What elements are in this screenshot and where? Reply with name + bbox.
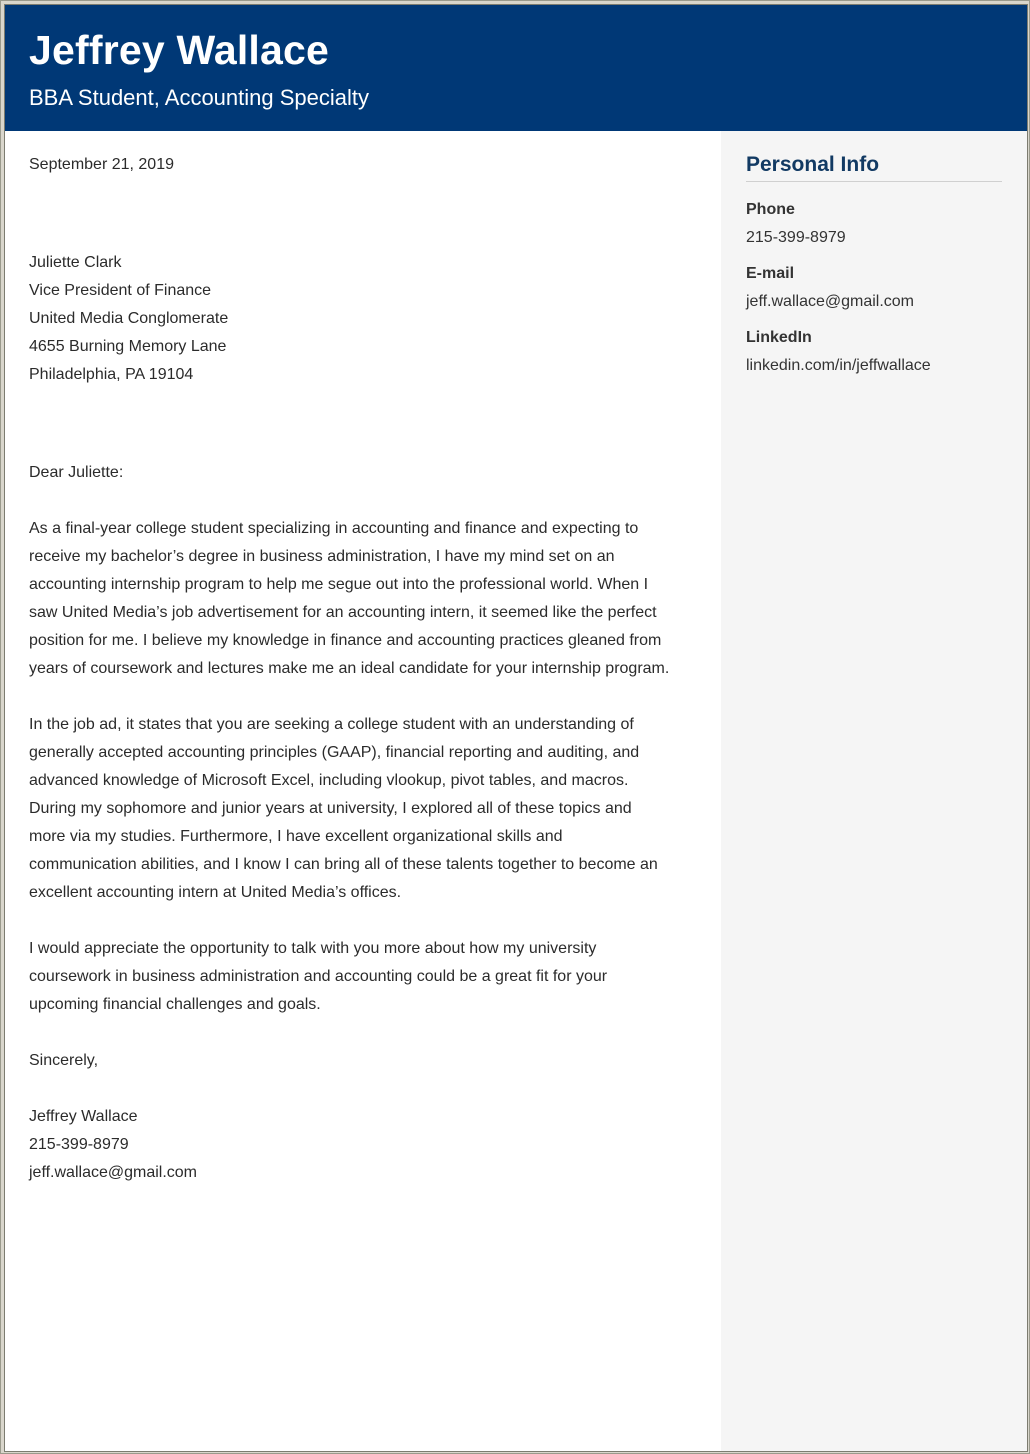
paragraph-1 — [29, 515, 709, 683]
cover-letter-page — [5, 5, 1027, 1451]
paragraph-line: advanced knowledge of Microsoft Excel, including vlookup, pivot tables, and macros. — [29, 772, 629, 789]
paragraph-line: coursework in business administration and accounting could be a great fit for your — [29, 968, 608, 985]
recipient-name: Juliette Clark — [29, 254, 122, 271]
phone-value: 215-399-8979 — [746, 229, 846, 246]
paragraph-line: excellent accounting intern at United Media’s offices. — [29, 884, 402, 901]
letter-body — [29, 151, 709, 1187]
signature-block — [29, 1103, 709, 1187]
paragraph-line: accounting internship program to help me segue out into the professional world. When I — [29, 576, 649, 593]
heading-divider — [746, 181, 1002, 182]
recipient-block — [29, 249, 709, 389]
header-banner — [5, 5, 1027, 131]
recipient-company: United Media Conglomerate — [29, 310, 229, 327]
paragraph-3 — [29, 935, 709, 1019]
personal-info-heading: Personal Info — [746, 153, 880, 176]
phone-label: Phone — [746, 201, 795, 218]
letter-date: September 21, 2019 — [29, 156, 174, 173]
signature-email: jeff.wallace@gmail.com — [29, 1164, 198, 1181]
paragraph-line: generally accepted accounting principles (GAAP), financial reporting and auditing, and — [29, 744, 640, 761]
closing: Sincerely, — [29, 1052, 99, 1069]
linkedin-value: linkedin.com/in/jeffwallace — [746, 357, 931, 374]
paragraph-line: receive my bachelor’s degree in business administration, I have my mind set on an — [29, 548, 615, 565]
recipient-street: 4655 Burning Memory Lane — [29, 338, 227, 355]
recipient-title: Vice President of Finance — [29, 282, 212, 299]
salutation: Dear Juliette: — [29, 464, 124, 481]
paragraph-line: As a final-year college student specializing in accounting and finance and expecting to — [29, 520, 639, 537]
email-value: jeff.wallace@gmail.com — [746, 293, 915, 310]
linkedin-label: LinkedIn — [746, 329, 812, 346]
applicant-name: Jeffrey Wallace — [29, 27, 330, 73]
paragraph-line: upcoming financial challenges and goals. — [29, 996, 321, 1013]
paragraph-line: position for me. I believe my knowledge in finance and accounting practices gleaned from — [29, 632, 662, 649]
paragraph-line: saw United Media’s job advertisement for an accounting intern, it seemed like the perfect — [29, 604, 657, 621]
personal-info-sidebar — [721, 131, 1027, 1451]
paragraph-line: communication abilities, and I know I can bring all of these talents together to become an — [29, 856, 658, 873]
applicant-title: BBA Student, Accounting Specialty — [29, 85, 370, 110]
paragraph-line: In the job ad, it states that you are seeking a college student with an understanding of — [29, 716, 634, 733]
recipient-city: Philadelphia, PA 19104 — [29, 366, 194, 383]
paragraph-line: I would appreciate the opportunity to talk with you more about how my university — [29, 940, 597, 957]
signature-phone: 215-399-8979 — [29, 1136, 129, 1153]
paragraph-line: years of coursework and lectures make me an ideal candidate for your internship program. — [29, 660, 670, 677]
email-label: E-mail — [746, 265, 795, 282]
paragraph-2 — [29, 711, 709, 907]
paragraph-line: During my sophomore and junior years at university, I explored all of these topics and — [29, 800, 632, 817]
paragraph-line: more via my studies. Furthermore, I have excellent organizational skills and — [29, 828, 563, 845]
signature-name: Jeffrey Wallace — [29, 1108, 138, 1125]
